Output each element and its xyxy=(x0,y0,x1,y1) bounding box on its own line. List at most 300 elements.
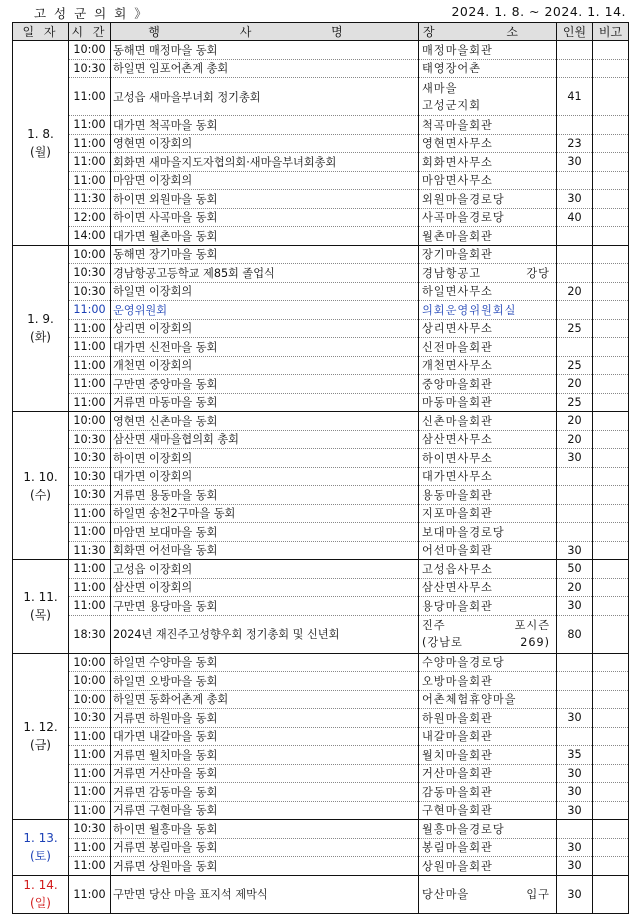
event-place: 월치마을회관 xyxy=(419,746,557,765)
event-note xyxy=(593,541,629,560)
weekday-label: (토) xyxy=(30,849,51,864)
event-time: 11:00 xyxy=(69,504,111,523)
table-header-row xyxy=(13,23,629,41)
table-row xyxy=(13,801,629,820)
event-place: 구현마을회관 xyxy=(419,801,557,820)
event-name: 동해면 장기마을 동회 xyxy=(111,245,419,264)
event-note xyxy=(593,449,629,468)
event-time: 10:30 xyxy=(69,820,111,839)
event-place: 의회운영위원회실 xyxy=(419,301,557,320)
event-place xyxy=(419,615,557,653)
event-attendees: 80 xyxy=(557,615,593,653)
event-time: 11:30 xyxy=(69,190,111,209)
event-attendees xyxy=(557,672,593,691)
event-time: 10:00 xyxy=(69,41,111,60)
event-attendees: 41 xyxy=(557,78,593,116)
event-note xyxy=(593,672,629,691)
event-attendees: 30 xyxy=(557,801,593,820)
event-note xyxy=(593,208,629,227)
event-place: 척곡마을회관 xyxy=(419,116,557,135)
col-header-place: 장 소 xyxy=(419,23,557,41)
event-place: 태영장어촌 xyxy=(419,59,557,78)
event-time: 11:00 xyxy=(69,857,111,876)
event-name: 마암면 보대마을 동회 xyxy=(111,523,419,542)
event-attendees: 20 xyxy=(557,430,593,449)
weekday-label: (목) xyxy=(30,608,51,623)
event-place: 어촌체험휴양마을 xyxy=(419,690,557,709)
table-row xyxy=(13,245,629,264)
event-time: 11:30 xyxy=(69,541,111,560)
event-name: 하이면 외원마을 동회 xyxy=(111,190,419,209)
date-label: 1. 12. xyxy=(23,720,58,735)
event-attendees xyxy=(557,727,593,746)
event-place: 보대마을경로당 xyxy=(419,523,557,542)
event-name: 운영위원회 xyxy=(111,301,419,320)
event-note xyxy=(593,153,629,172)
weekday-label: (금) xyxy=(30,738,51,753)
table-row xyxy=(13,727,629,746)
event-name: 대가면 월촌마을 동회 xyxy=(111,227,419,246)
event-place: 삼산면사무소 xyxy=(419,430,557,449)
date-cell xyxy=(13,245,69,412)
event-place: 하원마을회관 xyxy=(419,709,557,728)
table-row xyxy=(13,153,629,172)
event-time: 11:00 xyxy=(69,134,111,153)
event-attendees: 40 xyxy=(557,208,593,227)
col-header-people: 인원 xyxy=(557,23,593,41)
event-note xyxy=(593,375,629,394)
event-place: 월촌마을회관 xyxy=(419,227,557,246)
event-note xyxy=(593,301,629,320)
event-place: 월흥마을경로당 xyxy=(419,820,557,839)
event-name: 거류면 월치마을 동회 xyxy=(111,746,419,765)
schedule-period: 2024. 1. 8. ~ 2024. 1. 14. xyxy=(451,4,626,19)
event-attendees xyxy=(557,820,593,839)
event-attendees xyxy=(557,264,593,283)
event-place: 당산마을 입구 xyxy=(419,875,557,913)
event-name: 회화면 새마을지도자협의회·새마을부녀회총회 xyxy=(111,153,419,172)
event-note xyxy=(593,875,629,913)
event-name: 대가면 신전마을 동회 xyxy=(111,338,419,357)
event-name: 하일면 오방마을 동회 xyxy=(111,672,419,691)
event-note xyxy=(593,430,629,449)
table-row xyxy=(13,615,629,653)
event-note xyxy=(593,653,629,672)
event-name: 거류면 마동마을 동회 xyxy=(111,393,419,412)
event-note xyxy=(593,282,629,301)
event-attendees: 20 xyxy=(557,412,593,431)
event-attendees: 25 xyxy=(557,393,593,412)
event-time: 11:00 xyxy=(69,301,111,320)
event-time: 10:30 xyxy=(69,709,111,728)
event-attendees: 30 xyxy=(557,875,593,913)
event-attendees xyxy=(557,301,593,320)
event-attendees xyxy=(557,653,593,672)
event-note xyxy=(593,801,629,820)
event-time: 11:00 xyxy=(69,727,111,746)
event-attendees: 30 xyxy=(557,783,593,802)
event-note xyxy=(593,412,629,431)
col-header-note: 비고 xyxy=(593,23,629,41)
event-note xyxy=(593,116,629,135)
document-title: 고 성 군 의 회 》 xyxy=(34,6,149,21)
event-attendees xyxy=(557,504,593,523)
table-row xyxy=(13,449,629,468)
event-time: 10:30 xyxy=(69,264,111,283)
page-header xyxy=(0,0,640,22)
table-row xyxy=(13,875,629,913)
table-row xyxy=(13,560,629,579)
event-time: 11:00 xyxy=(69,78,111,116)
event-place: 매정마을회관 xyxy=(419,41,557,60)
event-place: 내갈마을회관 xyxy=(419,727,557,746)
table-row xyxy=(13,356,629,375)
event-attendees xyxy=(557,59,593,78)
date-cell xyxy=(13,820,69,876)
event-place: 감동마을회관 xyxy=(419,783,557,802)
event-time: 11:00 xyxy=(69,393,111,412)
table-row xyxy=(13,672,629,691)
col-header-time: 시 간 xyxy=(69,23,111,41)
event-note xyxy=(593,783,629,802)
event-name: 삼산면 이장회의 xyxy=(111,578,419,597)
table-row xyxy=(13,653,629,672)
event-attendees xyxy=(557,523,593,542)
weekday-label: (일) xyxy=(30,896,51,910)
event-time: 11:00 xyxy=(69,578,111,597)
date-cell xyxy=(13,875,69,913)
event-place: 대가면사무소 xyxy=(419,467,557,486)
event-name: 하이면 사곡마을 동회 xyxy=(111,208,419,227)
event-place: 하일면사무소 xyxy=(419,282,557,301)
event-time: 10:30 xyxy=(69,282,111,301)
table-row xyxy=(13,857,629,876)
table-row xyxy=(13,412,629,431)
event-attendees: 50 xyxy=(557,560,593,579)
event-name: 하일면 수양마을 동회 xyxy=(111,653,419,672)
event-name: 거류면 하원마을 동회 xyxy=(111,709,419,728)
event-note xyxy=(593,523,629,542)
event-name: 구만면 용당마을 동회 xyxy=(111,597,419,616)
event-note xyxy=(593,560,629,579)
event-place: 개천면사무소 xyxy=(419,356,557,375)
date-label: 1. 13. xyxy=(23,831,58,846)
event-time: 11:00 xyxy=(69,523,111,542)
event-time: 11:00 xyxy=(69,560,111,579)
table-row xyxy=(13,504,629,523)
table-row xyxy=(13,78,629,116)
weekday-label: (월) xyxy=(30,144,51,159)
table-row xyxy=(13,264,629,283)
event-name: 대가면 이장회의 xyxy=(111,467,419,486)
event-name: 하이면 이장회의 xyxy=(111,449,419,468)
event-name: 동해면 매정마을 동회 xyxy=(111,41,419,60)
date-label: 1. 10. xyxy=(23,469,58,484)
event-name: 고성읍 이장회의 xyxy=(111,560,419,579)
event-name: 하일면 임포어촌계 총회 xyxy=(111,59,419,78)
event-time: 11:00 xyxy=(69,746,111,765)
event-attendees: 30 xyxy=(557,764,593,783)
event-place-line1: 진주 포시즌 xyxy=(422,619,550,632)
event-place: 상리면사무소 xyxy=(419,319,557,338)
event-time: 10:00 xyxy=(69,412,111,431)
event-place: 신전마을회관 xyxy=(419,338,557,357)
table-row xyxy=(13,338,629,357)
event-place: 사곡마을경로당 xyxy=(419,208,557,227)
event-attendees: 35 xyxy=(557,746,593,765)
table-row xyxy=(13,41,629,60)
event-time: 10:30 xyxy=(69,430,111,449)
table-row xyxy=(13,134,629,153)
event-name: 하일면 송천2구마을 동회 xyxy=(111,504,419,523)
table-row xyxy=(13,746,629,765)
event-place: 용당마을회관 xyxy=(419,597,557,616)
event-name: 개천면 이장회의 xyxy=(111,356,419,375)
event-time: 11:00 xyxy=(69,375,111,394)
event-note xyxy=(593,338,629,357)
event-attendees: 25 xyxy=(557,356,593,375)
event-place xyxy=(419,78,557,116)
event-name: 거류면 거산마을 동회 xyxy=(111,764,419,783)
event-name: 2024년 재진주고성향우회 정기총회 및 신년회 xyxy=(111,615,419,653)
event-place: 거산마을회관 xyxy=(419,764,557,783)
table-row xyxy=(13,486,629,505)
event-name: 구만면 중앙마을 동회 xyxy=(111,375,419,394)
event-name: 거류면 감동마을 동회 xyxy=(111,783,419,802)
table-row xyxy=(13,375,629,394)
event-note xyxy=(593,59,629,78)
event-note xyxy=(593,709,629,728)
event-time: 10:00 xyxy=(69,653,111,672)
event-place: 수양마을경로당 xyxy=(419,653,557,672)
table-row xyxy=(13,467,629,486)
event-time: 11:00 xyxy=(69,116,111,135)
event-name: 고성읍 새마을부녀회 정기총회 xyxy=(111,78,419,116)
event-attendees: 30 xyxy=(557,597,593,616)
event-attendees: 20 xyxy=(557,578,593,597)
table-row xyxy=(13,430,629,449)
event-name: 삼산면 새마을협의회 총회 xyxy=(111,430,419,449)
event-place: 장기마을회관 xyxy=(419,245,557,264)
table-row xyxy=(13,116,629,135)
event-name: 하이면 월흥마을 동회 xyxy=(111,820,419,839)
event-time: 11:00 xyxy=(69,801,111,820)
event-place: 신촌마을회관 xyxy=(419,412,557,431)
event-attendees: 25 xyxy=(557,319,593,338)
event-time: 18:30 xyxy=(69,615,111,653)
table-row xyxy=(13,319,629,338)
event-attendees xyxy=(557,41,593,60)
event-time: 11:00 xyxy=(69,783,111,802)
event-place: 오방마을회관 xyxy=(419,672,557,691)
event-name: 거류면 봉림마을 동회 xyxy=(111,838,419,857)
event-name: 마암면 이장회의 xyxy=(111,171,419,190)
table-row xyxy=(13,190,629,209)
table-row xyxy=(13,838,629,857)
event-name: 거류면 용동마을 동회 xyxy=(111,486,419,505)
event-attendees: 30 xyxy=(557,541,593,560)
event-name: 하일면 이장회의 xyxy=(111,282,419,301)
event-name: 영현면 신촌마을 동회 xyxy=(111,412,419,431)
table-row xyxy=(13,227,629,246)
event-note xyxy=(593,319,629,338)
event-attendees: 30 xyxy=(557,190,593,209)
event-place: 어선마을회관 xyxy=(419,541,557,560)
event-attendees xyxy=(557,467,593,486)
event-place: 경남항공고 강당 xyxy=(419,264,557,283)
event-time: 10:00 xyxy=(69,245,111,264)
event-note xyxy=(593,467,629,486)
event-note xyxy=(593,857,629,876)
date-label: 1. 11. xyxy=(23,590,58,605)
table-row xyxy=(13,541,629,560)
event-note xyxy=(593,820,629,839)
event-name: 상리면 이장회의 xyxy=(111,319,419,338)
event-note xyxy=(593,597,629,616)
event-note xyxy=(593,245,629,264)
event-attendees: 30 xyxy=(557,709,593,728)
event-note xyxy=(593,264,629,283)
event-name: 대가면 내갈마을 동회 xyxy=(111,727,419,746)
event-attendees: 30 xyxy=(557,857,593,876)
event-note xyxy=(593,764,629,783)
event-time: 11:00 xyxy=(69,338,111,357)
event-note xyxy=(593,41,629,60)
date-cell xyxy=(13,653,69,820)
event-name: 대가면 척곡마을 동회 xyxy=(111,116,419,135)
event-place: 마암면사무소 xyxy=(419,171,557,190)
event-attendees xyxy=(557,486,593,505)
event-time: 11:00 xyxy=(69,875,111,913)
event-place-line1: 새마을 xyxy=(422,81,458,95)
event-time: 11:00 xyxy=(69,153,111,172)
event-place: 삼산면사무소 xyxy=(419,578,557,597)
event-name: 회화면 어선마을 동회 xyxy=(111,541,419,560)
event-note xyxy=(593,134,629,153)
event-place: 봉림마을회관 xyxy=(419,838,557,857)
event-name: 거류면 구현마을 동회 xyxy=(111,801,419,820)
date-label: 1. 8. xyxy=(27,126,54,141)
event-attendees: 20 xyxy=(557,282,593,301)
event-place: 상원마을회관 xyxy=(419,857,557,876)
event-place: 외원마을경로당 xyxy=(419,190,557,209)
event-attendees xyxy=(557,116,593,135)
event-note xyxy=(593,690,629,709)
event-name: 구만면 당산 마을 표지석 제막식 xyxy=(111,875,419,913)
date-label: 1. 9. xyxy=(27,312,54,327)
event-attendees: 23 xyxy=(557,134,593,153)
event-time: 10:00 xyxy=(69,672,111,691)
event-name: 거류면 상원마을 동회 xyxy=(111,857,419,876)
event-note xyxy=(593,615,629,653)
col-header-date: 일 자 xyxy=(13,23,69,41)
event-name: 하일면 동화어촌계 총회 xyxy=(111,690,419,709)
table-row xyxy=(13,282,629,301)
col-header-event: 행 사 명 xyxy=(111,23,419,41)
event-place-line2: (강남로 269) xyxy=(422,636,550,649)
event-time: 11:00 xyxy=(69,838,111,857)
event-attendees xyxy=(557,338,593,357)
event-place: 영현면사무소 xyxy=(419,134,557,153)
event-note xyxy=(593,746,629,765)
table-row xyxy=(13,709,629,728)
event-time: 10:30 xyxy=(69,449,111,468)
event-time: 12:00 xyxy=(69,208,111,227)
event-place: 하이면사무소 xyxy=(419,449,557,468)
event-note xyxy=(593,578,629,597)
table-row xyxy=(13,171,629,190)
event-time: 10:30 xyxy=(69,486,111,505)
event-note xyxy=(593,486,629,505)
date-label: 1. 14. xyxy=(23,878,58,892)
table-row xyxy=(13,59,629,78)
table-row xyxy=(13,690,629,709)
event-place: 용동마을회관 xyxy=(419,486,557,505)
event-place: 고성읍사무소 xyxy=(419,560,557,579)
event-note xyxy=(593,838,629,857)
event-attendees: 30 xyxy=(557,153,593,172)
event-time: 10:30 xyxy=(69,59,111,78)
event-place: 마동마을회관 xyxy=(419,393,557,412)
event-attendees xyxy=(557,171,593,190)
weekday-label: (수) xyxy=(30,487,51,502)
event-attendees: 20 xyxy=(557,375,593,394)
event-note xyxy=(593,171,629,190)
event-attendees xyxy=(557,245,593,264)
table-row xyxy=(13,578,629,597)
table-row xyxy=(13,523,629,542)
table-row xyxy=(13,820,629,839)
event-place-line2: 고성군지회 xyxy=(422,98,482,112)
event-note xyxy=(593,78,629,116)
event-attendees: 30 xyxy=(557,449,593,468)
date-cell xyxy=(13,412,69,560)
table-row xyxy=(13,301,629,320)
event-time: 11:00 xyxy=(69,597,111,616)
schedule-body xyxy=(13,41,629,914)
table-row xyxy=(13,783,629,802)
event-note xyxy=(593,504,629,523)
event-note xyxy=(593,727,629,746)
weekday-label: (화) xyxy=(30,330,51,345)
schedule-table xyxy=(12,22,629,914)
event-time: 14:00 xyxy=(69,227,111,246)
table-row xyxy=(13,597,629,616)
event-place: 지포마을회관 xyxy=(419,504,557,523)
event-attendees xyxy=(557,690,593,709)
table-row xyxy=(13,764,629,783)
date-cell xyxy=(13,560,69,654)
event-name: 경남항공고등학교 제85회 졸업식 xyxy=(111,264,419,283)
event-note xyxy=(593,393,629,412)
event-time: 11:00 xyxy=(69,319,111,338)
event-place: 중앙마을회관 xyxy=(419,375,557,394)
table-row xyxy=(13,208,629,227)
event-place: 회화면사무소 xyxy=(419,153,557,172)
event-note xyxy=(593,190,629,209)
table-row xyxy=(13,393,629,412)
event-time: 11:00 xyxy=(69,764,111,783)
event-attendees xyxy=(557,227,593,246)
event-note xyxy=(593,356,629,375)
event-time: 10:30 xyxy=(69,467,111,486)
event-time: 11:00 xyxy=(69,356,111,375)
event-note xyxy=(593,227,629,246)
date-cell xyxy=(13,41,69,246)
event-attendees: 30 xyxy=(557,838,593,857)
event-time: 11:00 xyxy=(69,171,111,190)
event-name: 영현면 이장회의 xyxy=(111,134,419,153)
